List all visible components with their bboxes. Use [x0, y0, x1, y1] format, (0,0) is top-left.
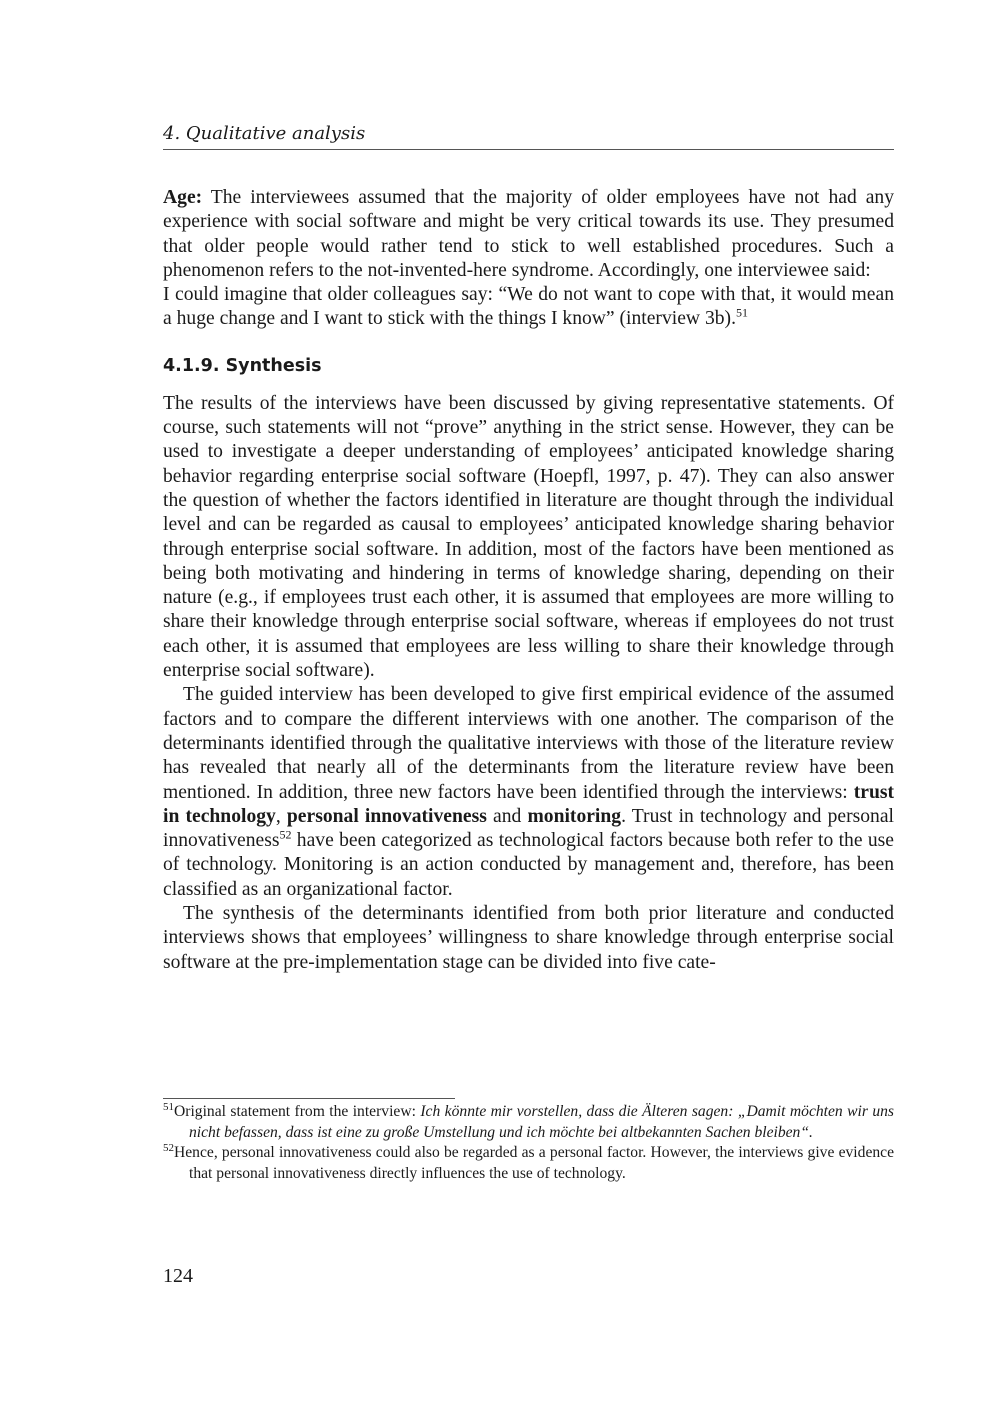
footnote-mark-51: 51	[163, 1100, 174, 1113]
footnote-ref-51[interactable]: 51	[735, 305, 748, 320]
footnote-51-original: Ich könnte mir vorstellen, dass die Älteren sagen: „Damit möchten wir uns nicht befassen, dass ist eine zu große Umstellung und ich möchte bei altbekannten Sachen bleiben“.	[189, 1103, 894, 1141]
footnote-ref-52[interactable]: 52	[279, 827, 292, 842]
age-text: The interviewees assumed that the majority of older employees have not had any experience with social software and might be very critical towards its use. They presumed that older people would rather tend to stick to well established procedures. Such a phenomenon refers to the not-invented-here syndrome. Accordingly, one interviewee said:	[163, 187, 895, 281]
quote-text: I could imagine that older colleagues say: “We do not want to cope with that, it would mean a huge change and I want to stick with the things I know” (interview 3b).	[163, 284, 894, 330]
separator: ,	[275, 805, 281, 827]
paragraph-1: The results of the interviews have been discussed by giving representative statements. Of course, such statements will not “prove” anything in the strict sense. However, they can be used to investigate a deeper understanding of employees’ anticipated knowledge sharing behavior regarding enterprise social software (Hoepfl, 1997, p. 47). They can also answer the question of whether the factors identified in literature are thought through the individual level and can be regarded as causal to employees’ anticipated knowledge sharing behavior through enterprise social software. In addition, most of the factors have been mentioned as being both motivating and hindering in terms of knowledge sharing, depending on their nature (e.g., if employees trust each other, it is assumed that employees are more willing to share their knowledge through enterprise social software, whereas if employees do not trust each other, it is assumed that employees are less willing to share their knowledge through enterprise social software).	[163, 392, 894, 682]
block-quote	[163, 283, 894, 332]
body-text	[163, 186, 894, 975]
conjunction: and	[493, 805, 522, 827]
paragraph-2	[163, 683, 894, 902]
age-paragraph	[163, 186, 894, 283]
term-trust-in-technology: trust in technology	[163, 781, 894, 827]
footnote-52	[163, 1143, 894, 1184]
paragraph-2-text-a: The guided interview has been developed to give first empirical evidence of the assumed factors and to compare the different interviews with one another. The comparison of the determinants identified through the qualitative interviews with those of the literature review has revealed that nearly all of the determinants from the literature review have been mentioned. In addition, three new factors have been identified through the interviews:	[163, 684, 894, 803]
paragraph-3: The synthesis of the determinants identified from both prior literature and conducted interviews shows that employees’ willingness to share knowledge through enterprise social software at the pre-implementation stage can be divided into five cate-	[163, 903, 894, 973]
section-heading: 4.1.9. Synthesis	[163, 355, 322, 376]
footnote-mark-52: 52	[163, 1141, 174, 1154]
age-label: Age:	[163, 187, 203, 208]
running-head: 4. Qualitative analysis	[163, 122, 894, 150]
paragraph-2-text-b: . Trust in technology and personal innovativeness	[163, 805, 894, 852]
footnote-52-text: Hence, personal innovativeness could also be regarded as a personal factor. However, the interviews give evidence that personal innovativeness directly influences the use of technology.	[174, 1144, 894, 1182]
footnote-rule	[163, 1098, 455, 1099]
footnote-51	[163, 1102, 894, 1143]
term-monitoring: monitoring	[527, 805, 622, 827]
paragraph-2-text-c: have been categorized as technological factors because both refer to the use of technology. Monitoring is an action conducted by management and, therefore, has been classified as an organizational factor.	[163, 830, 894, 900]
page-number: 124	[163, 1265, 193, 1287]
term-personal-innovativeness: personal innovativeness	[286, 805, 487, 827]
footnotes	[163, 1102, 894, 1184]
footnote-51-lead: Original statement from the interview:	[174, 1103, 416, 1120]
